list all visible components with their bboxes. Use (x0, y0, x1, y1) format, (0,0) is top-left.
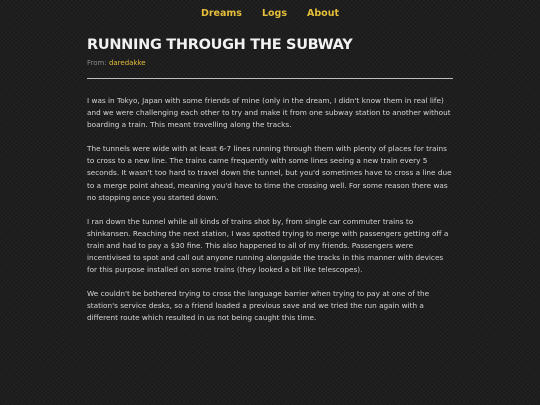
paragraph: We couldn't be bothered trying to cross the language barrier when trying to pay at one of the station's service desks, so a friend loaded a previous save and we tried the run again with a different route which resulted in us not being caught this time. (87, 289, 430, 323)
paragraph: I was in Tokyo, Japan with some friends of mine (only in the dream, I didn't know them in real life) and we were challenging each other to try and make it from one subway station to another without boarding a train. This meant travelling along the tracks. (87, 96, 451, 130)
nav-link-about[interactable]: About (307, 8, 339, 19)
nav-link-logs[interactable]: Logs (261, 8, 288, 19)
nav-link-dreams[interactable]: Dreams (200, 8, 242, 19)
paragraph: The tunnels were wide with at least 6-7 lines running through them with plenty of places for trains to cross to a new line. The trains came frequently with some lines seeing a new train every 5 seconds. It wasn't too hard to travel down the tunnel, but you'd sometimes have to cross a line due to a merge point ahead, meaning you'd have to time the crossing well. For some reason there was no stopping once you started down. (87, 144, 452, 202)
top-nav (0, 0, 540, 27)
post-body (87, 95, 453, 325)
divider (87, 78, 453, 79)
author-link[interactable]: daredakke (108, 59, 146, 67)
paragraph: I ran down the tunnel while all kinds of trains shot by, from single car commuter trains to shinkansen. Reaching the next station, I was spotted trying to merge with passengers getting off a train and had to pay a $30 fine. This also happened to all of my friends. Passengers were incentivised to spot and call out anyone running alongside the tracks in this manner with devices for this purpose installed on some trains (they looked a bit like telescopes). (87, 216, 449, 275)
post-meta (87, 59, 453, 68)
post-title: RUNNING THROUGH THE SUBWAY (87, 37, 353, 53)
from-label: From: (87, 59, 109, 67)
post-content (87, 36, 453, 337)
